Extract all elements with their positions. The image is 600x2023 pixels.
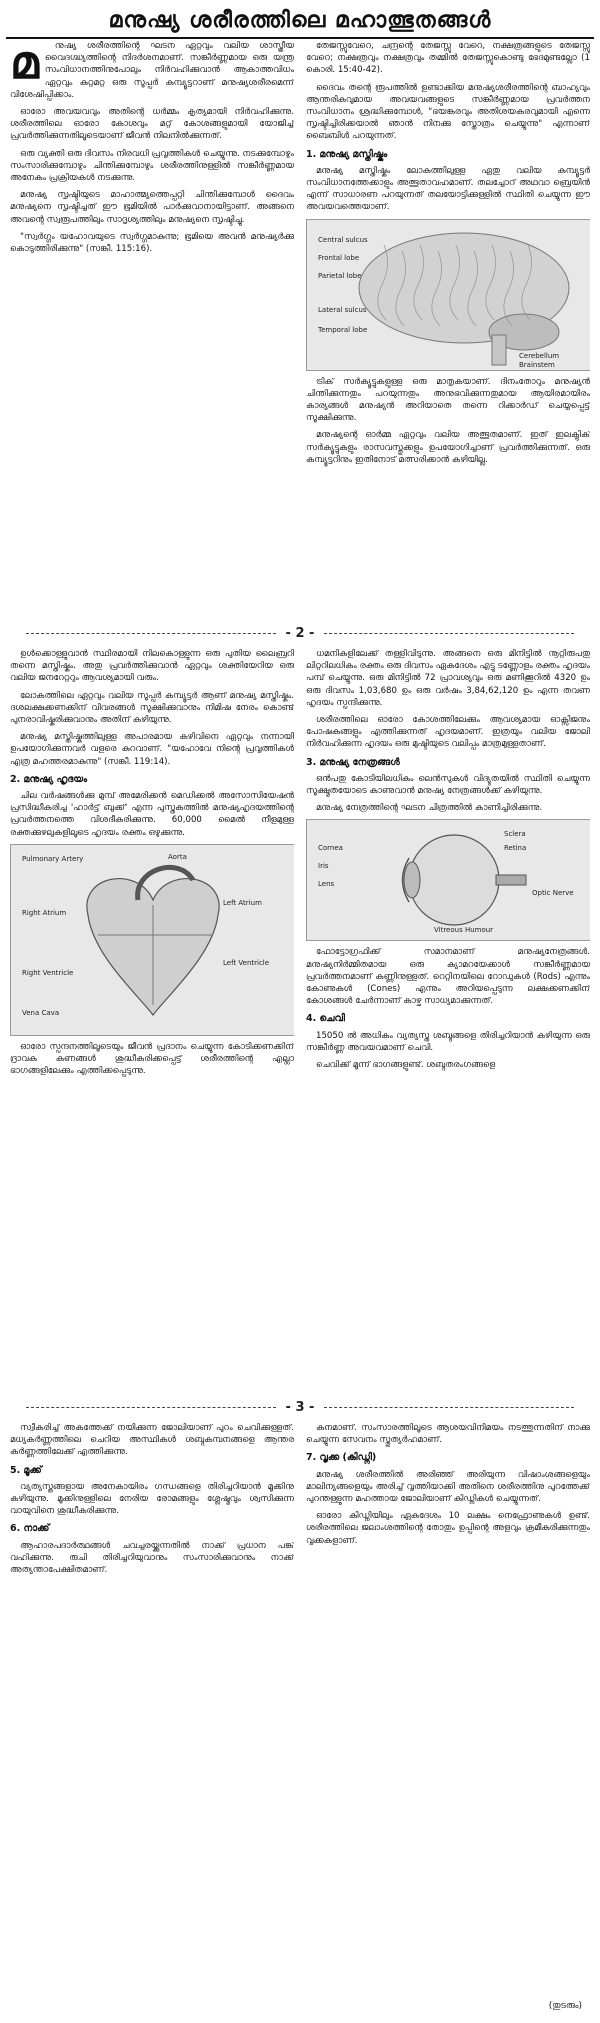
figure-label: Lens [318, 880, 335, 889]
ear-text [306, 1030, 590, 1072]
brainstem-shape [492, 335, 506, 365]
paragraph: സ്വീകരിച്ച് അകത്തേക്ക് നയിക്കുന്ന ജോലിയാണ് പുറം ചെവിക്കുള്ളത്. മധ്യകർണ്ണത്തിലെ ചെറിയ അസ്ഥികൾ ശബ്ദകമ്പനങ്ങളെ ആന്തര കർണ്ണത്തിലേക്ക് എത്തിക്കുന്നു. [10, 1423, 294, 1458]
figure-label: Temporal lobe [318, 325, 368, 334]
heart-figure [10, 844, 294, 1036]
continued-note: (തുടരും) [548, 2001, 582, 2011]
paragraph: ദൈവം തന്റെ രൂപത്തിൽ ഉണ്ടാക്കിയ മനുഷ്യശരീരത്തിന്റെ ബാഹ്യവും ആന്തരികവുമായ അവയവങ്ങളുടെ സങ്കീർണ്ണമായ പ്രവർത്തന സംവിധാനം ശ്രദ്ധിക്കുമ്പോൾ, "ഭയങ്കരവും അതിശയകരവുമായി എന്നെ സൃഷ്ടിച്ചിരിക്കയാൽ ഞാൻ നിനക്കു സ്തോത്രം ചെയ്യുന്നു" എന്നാണ് ബൈബിൾ പറയുന്നത്. [306, 82, 590, 142]
paragraph: ധമനികളിലേക്ക് തള്ളിവിടുന്നു. അങ്ങനെ ഒരു മിനിട്ടിൽ നൂറ്റിരുപതു ലിറ്ററിലധികം രക്തം ഒരു ദിവസം ഏകദേശം എട്ടു ടണ്ണോളം രക്തം ഹൃദയം പമ്പ് ചെയ്യുന്നു. ഒരു മിനിട്ടിൽ 72 പ്രാവശ്യവും ഒരു മണിക്കൂറിൽ 4320 ഉം ഒരു ദിവസം 1,03,680 ഉം ഒരു വർഷം 3,84,62,120 ഉം എന്ന തവണ ഹൃദയം സ്പന്ദിക്കുന്നു. [306, 649, 590, 708]
tongue-text [10, 1540, 294, 1577]
heading-kidney: 7. വൃക്ക (കിഡ്നി) [306, 1452, 377, 1464]
heading-eye: 3. മനുഷ്യ നേത്രങ്ങൾ [306, 756, 400, 768]
eye-diagram [307, 820, 590, 940]
page-2-col-left [10, 648, 294, 1393]
figure-label: Lateral sulcus [318, 305, 367, 314]
brain-after-text [306, 376, 590, 466]
paragraph: ആഹാരപദാർത്ഥങ്ങൾ ചവച്ചരയ്ക്കുന്നതിൽ നാക്ക് പ്രധാന പങ്ക് വഹിക്കുന്നു. രുചി തിരിച്ചറിയുവാനും സംസാരിക്കുവാനും നാക്ക് അത്യന്താപേക്ഷിതമാണ്. [10, 1540, 294, 1576]
heading-tongue: 6. നാക്ക് [10, 1523, 50, 1535]
paragraph: ഉൾക്കൊള്ളുവാൻ സ്ഥിരമായി നിലകൊള്ളുന്ന ഒരു പുതിയ ലൈബ്രറി തന്നെ മസ്തിഷ്കം. അതു പ്രവർത്തിക്കുവാൻ ഏറ്റവും ശക്തിയേറിയ ഒരു വലിയ ജനറേറ്ററും ആവശ്യമായി വരും. [10, 649, 294, 684]
figure-label: Cornea [318, 844, 343, 853]
figure-label: Frontal lobe [318, 253, 360, 262]
eye-figure [306, 819, 590, 941]
paragraph: മനുഷ്യ മസ്തിഷ്കം ലോകത്തിലുള്ള ഏതു വലിയ കമ്പ്യൂട്ടർ സംവിധാനത്തേക്കാളും അത്ഭുതാവഹമാണ്. തലച്ചോറ് അഥവാ ബ്രെയിൻ എന്ന് സാധാരണ പറയുന്നത് തലയോട്ടിക്കുള്ളിൽ സ്ഥിതി ചെയ്യുന്ന ഈ അവയവത്തെയാണ്. [306, 165, 590, 213]
page-3-col-right [306, 1422, 590, 2002]
figure-label: Parietal lobe [318, 271, 362, 280]
optic-nerve-shape [496, 875, 526, 885]
page-1 [0, 0, 600, 39]
figure-label: Right Atrium [22, 908, 67, 917]
heart-after-text [10, 1041, 294, 1078]
paragraph: ലോകത്തിലെ ഏറ്റവും വലിയ സൂപ്പർ കമ്പ്യൂട്ടർ ആണ് മനുഷ്യ മസ്തിഷ്കം. ദശലക്ഷക്കണക്കിന് വിവരങ്ങൾ സൂക്ഷിക്കുവാനും നിമിഷ നേരം കൊണ്ട് പുനരാവിഷ്കരിക്കുവാനും അതിന് കഴിയുന്നു. [10, 690, 294, 726]
page-2-left-text [10, 648, 294, 768]
paragraph: കനമാണ്. സംസാരത്തിലൂടെ ആശയവിനിമയം നടത്തുന്നതിന് നാക്കു ചെയ്യുന്ന സേവനം സ്തുത്യർഹമാണ്. [306, 1423, 590, 1446]
paragraph: നുഷ്യ ശരീരത്തിന്റെ ഘടന ഏറ്റവും വലിയ ശാസ്ത്രീയ വൈദഗ്ദ്ധ്യത്തിന്റെ നിദർശനമാണ്. സങ്കീർണ്ണമായ ഒരു യന്ത്ര സംവിധാനത്തിനുപോലും നിർവഹിക്കുവാൻ ആകാത്തവിധം ഏറ്റവും കുറ്റമറ്റ ഒരു സൂപ്പർ കമ്പ്യൂട്ടറാണ് മനുഷ്യശരീരമെന്ന് വിശേഷിപ്പിക്കാം. [10, 41, 294, 100]
kidney-text [306, 1469, 590, 1547]
heart-text [10, 790, 294, 839]
figure-label: Vena Cava [22, 1008, 60, 1017]
heading-brain: 1. മനുഷ്യ മസ്തിഷ്കം [306, 148, 388, 160]
paragraph: വ്യത്യസ്തങ്ങളായ അനേകായിരം ഗന്ധങ്ങളെ തിരിച്ചറിയാൻ മൂക്കിനു കഴിയുന്നു. മൂക്കിനുള്ളിലെ നേരിയ രോമങ്ങളും ശ്ലേഷ്മവും ശ്വസിക്കുന്ന വായുവിനെ ശുദ്ധീകരിക്കുന്നു. [10, 1481, 294, 1517]
nose-text [10, 1481, 294, 1518]
figure-label: Sclera [504, 830, 526, 839]
drop-cap: മ [10, 40, 39, 89]
brain-text [306, 165, 590, 214]
paragraph: മനുഷ്യ സൃഷ്ടിയുടെ മാഹാത്മ്യത്തെപ്പറ്റി ചിന്തിക്കുമ്പോൾ ദൈവം മനുഷ്യനെ സൃഷ്ടിച്ചത് ഈ ഭൂമിയിൽ പാർക്കുവാനായിട്ടാണ്. അങ്ങനെ അവന്റെ സ്വരൂപത്തിലും സാദൃശ്യത്തിലും മനുഷ്യനെ സൃഷ്ടിച്ചു. [10, 190, 294, 225]
brain-diagram [307, 220, 590, 370]
figure-label: Right Ventricle [22, 968, 74, 977]
paragraph: 15050 ൽ അധികം വ്യത്യസ്ത ശബ്ദങ്ങളെ തിരിച്ചറിയാൻ കഴിയുന്ന ഒരു സങ്കീർണ്ണ അവയവമാണ് ചെവി. [306, 1030, 590, 1053]
page-2-columns [0, 648, 600, 1393]
article-title: മനുഷ്യ ശരീരത്തിലെ മഹാത്ഭുതങ്ങൾ [6, 0, 594, 39]
paragraph: ചില വർഷങ്ങൾക്കു മുമ്പ് അമേരിക്കൻ മെഡിക്കൽ അസോസിയേഷൻ പ്രസിദ്ധീകരിച്ച 'ഹാർട്ട് ബുക്ക്' എന്ന പുസ്തകത്തിൽ മനുഷ്യഹൃദയത്തിന്റെ പ്രവർത്തനത്തെ വിശദീകരിക്കുന്നു. 60,000 മൈൽ നീളമുള്ള രക്തക്കുഴലുകളിലൂടെ ഹൃദയം രക്തം ഒഴുക്കുന്നു. [10, 791, 294, 838]
heading-heart: 2. മനുഷ്യ ഹൃദയം [10, 773, 88, 785]
paragraph: മനുഷ്യ മസ്തിഷ്കത്തിലുള്ള അപാരമായ കഴിവിനെ ഏറ്റവും നന്നായി ഉപയോഗിക്കുന്നവർ വളരെ കുറവാണ്. "യഹോവേ നിന്റെ പ്രവൃത്തികൾ എത്ര മഹത്തരമാകുന്നു" (സങ്കീ. 119:14). [10, 732, 294, 767]
figure-label: Iris [318, 862, 329, 871]
paragraph: മനുഷ്യ നേത്രത്തിന്റെ ഘടന ചിത്രത്തിൽ കാണിച്ചിരിക്കുന്നു. [316, 803, 543, 814]
page-3-col-left [10, 1422, 294, 2002]
paragraph: ട്രിക് സർക്യൂട്ടുകളുള്ള ഒരു മാതൃകയാണ്. ദിനംതോറും മനുഷ്യൻ ചിന്തിക്കുന്നതും പറയുന്നതും അനുഭവിക്കുന്നതുമായ ആയിരമായിരം കാര്യങ്ങൾ മനുഷ്യൻ അറിയാതെ തന്നെ റിക്കാർഡ് ചെയ്യപ്പെട്ട് സൂക്ഷിക്കുന്നു. [306, 376, 590, 424]
paragraph: മനുഷ്യ ശരീരത്തിൽ അരിഞ്ഞ് അരിയുന്ന വിഷാംശങ്ങളെയും മാലിന്യങ്ങളെയും അരിച്ച് വൃത്തിയാക്കി അതിനെ ശരീരത്തിനു പുറത്തേക്ക് പുറന്തള്ളുന്ന മഹത്തായ ജോലിയാണ് കിഡ്നികൾ ചെയ്യുന്നത്. [306, 1469, 590, 1505]
page-3-columns [0, 1422, 600, 2002]
brain-figure [306, 219, 590, 371]
figure-label: Pulmonary Artery [22, 854, 84, 863]
page-1-left-text [10, 40, 294, 255]
heart-diagram [11, 845, 294, 1035]
page-1-col-left [10, 40, 294, 618]
page-3-right-text [306, 1422, 590, 1446]
paragraph: ഓരോ അവയവവും അതിന്റെ ധർമ്മം കൃത്യമായി നിർവഹിക്കുന്നു. ശരീരത്തിലെ ഓരോ കോശവും മറ്റ് കോശങ്ങളുമായി യോജിച്ച് പ്രവർത്തിക്കുന്നതിലൂടെയാണ് ജീവൻ നിലനിൽക്കുന്നത്. [10, 107, 294, 142]
page-2-col-right [306, 648, 590, 1393]
figure-label: Optic Nerve [532, 889, 574, 898]
page-1-col-right [306, 40, 590, 618]
figure-label: Vitreous Humour [434, 926, 494, 935]
paragraph: ഫോട്ടോഗ്രഫിക്ക് സമാനമാണ് മനുഷ്യനേത്രങ്ങൾ. മനുഷ്യനിർമ്മിതമായ ഒരു ക്യാമറയേക്കാൾ സങ്കീർണ്ണമായ പ്രവർത്തനമാണ് കണ്ണിനുള്ളത്. റെറ്റിനയിലെ റോഡുകൾ (Rods) എന്നും കോണുകൾ (Cones) എന്നും അറിയപ്പെടുന്ന ലക്ഷക്കണക്കിന് കോശങ്ങൾ ചേർന്നാണ് കാഴ്ച സാധ്യമാക്കുന്നത്. [306, 947, 590, 1007]
figure-label: Cerebellum [519, 351, 560, 360]
paragraph: തേജസ്സുവേറെ, ചന്ദ്രന്റെ തേജസ്സു വേറെ, നക്ഷത്രങ്ങളുടെ തേജസ്സു വേറെ; നക്ഷത്രവും നക്ഷത്രവും തമ്മിൽ തേജസ്സുകൊണ്ടു ഭേദമുണ്ടല്ലോ (1 കൊരി. 15:40-42). [306, 41, 590, 76]
page-2-right-text [306, 648, 590, 751]
lens-shape [404, 862, 420, 898]
figure-label: Left Ventricle [223, 958, 270, 967]
paragraph: ശരീരത്തിലെ ഓരോ കോശത്തിലേക്കും ആവശ്യമായ ഓക്സിജനും പോഷകങ്ങളും എത്തിക്കുന്നത് ഹൃദയമാണ്. ഇത്രയും വലിയ ജോലി നിർവഹിക്കുന്ന ഹൃദയം ഒരു മുഷ്ടിയുടെ വലിപ്പം മാത്രമുള്ളതാണ്. [306, 715, 590, 750]
eye-after-text [306, 946, 590, 1007]
paragraph: ഓരോ സ്പന്ദനത്തിലൂടെയും ജീവൻ പ്രദാനം ചെയ്യുന്ന കോടിക്കണക്കിന് ദ്രാവക കണങ്ങൾ ശുദ്ധീകരിക്കപ്പെട്ട് ശരീരത്തിന്റെ എല്ലാ ഭാഗങ്ങളിലേക്കും എത്തിക്കപ്പെടുന്നു. [10, 1041, 294, 1077]
page-1-right-text [306, 40, 590, 143]
eyeball-shape [409, 835, 499, 925]
paragraph: "സ്വർഗ്ഗം യഹോവയുടെ സ്വർഗ്ഗമാകുന്നു; ഭൂമിയെ അവൻ മനുഷ്യർക്കു കൊടുത്തിരിക്കുന്നു" (സങ്കീ. 115:16). [10, 231, 294, 255]
paragraph: ഒൻപതു കോടിയിലധികം ലെൻസുകൾ വിദ്യുതയിൽ സ്ഥിതി ചെയ്യുന്ന സൂക്ഷ്മതയോടെ കാണുവാൻ മനുഷ്യ നേത്രങ്ങൾക്ക് കഴിയുന്നു. [306, 773, 590, 797]
page-3-left-text [10, 1422, 294, 1459]
page-divider-2: - 2 - [0, 626, 600, 641]
figure-label: Aorta [168, 852, 187, 861]
page-1-columns [0, 40, 600, 618]
paragraph: ചെവിക്ക് മൂന്ന് ഭാഗങ്ങളുണ്ട്. ശബ്ദതരംഗങ്ങളെ [316, 1060, 496, 1071]
figure-label: Retina [504, 844, 527, 853]
figure-label: Left Atrium [223, 898, 262, 907]
paragraph: മനുഷ്യന്റെ ഓർമ്മ ഏറ്റവും വലിയ അത്ഭുതമാണ്. ഇത് ഇലക്ട്രിക് സർക്യൂട്ടുകളും രാസവസ്തുക്കളും ഉപയോഗിച്ചാണ് പ്രവർത്തിക്കുന്നത്. ഒരു കമ്പ്യൂട്ടറിനും ഇതിനോട് മത്സരിക്കാൻ കഴിയില്ല. [306, 430, 590, 465]
paragraph: ഓരോ കിഡ്നിയിലും ഏകദേശം 10 ലക്ഷം നെഫ്രോണുകൾ ഉണ്ട്. ശരീരത്തിലെ ജലാംശത്തിന്റെ തോതും ഉപ്പിന്റെ അളവും ക്രമീകരിക്കുന്നതും വൃക്കകളാണ്. [306, 1511, 590, 1546]
heading-ear: 4. ചെവി [306, 1013, 345, 1025]
eye-text [306, 773, 590, 815]
paragraph: ഒരു വ്യക്തി ഒരു ദിവസം നിരവധി പ്രവൃത്തികൾ ചെയ്യുന്നു. നടക്കുമ്പോഴും സംസാരിക്കുമ്പോഴും ചിന്തിക്കുമ്പോഴും ശരീരത്തിനുള്ളിൽ സങ്കീർണ്ണമായ അനേകം പ്രക്രിയകൾ നടക്കുന്നു. [10, 148, 294, 184]
page-divider-3: - 3 - [0, 1400, 600, 1415]
figure-label: Brainstem [519, 360, 555, 369]
figure-label: Central sulcus [318, 235, 368, 244]
heading-nose: 5. മൂക്ക് [10, 1464, 42, 1476]
